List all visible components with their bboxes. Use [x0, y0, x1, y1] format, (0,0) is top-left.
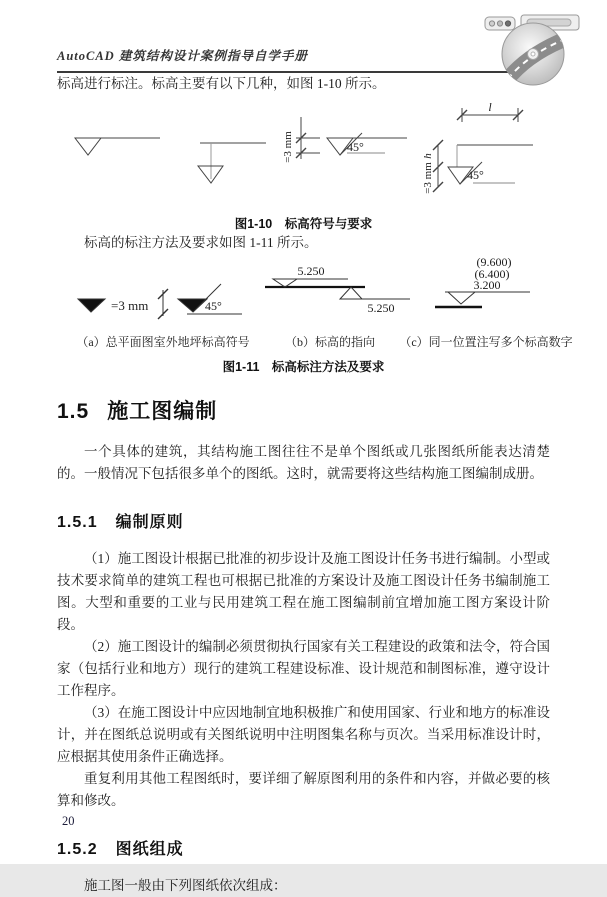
header-rule — [57, 71, 550, 73]
page-header — [0, 0, 607, 73]
section-title: 图纸组成 — [115, 840, 184, 858]
cd-disc-logo-icon — [483, 14, 591, 76]
dim-3mm-label-2: =3 mm — [422, 161, 434, 194]
dim-3mm-label: =3 mm — [282, 130, 294, 163]
section-1-5-intro-paragraph: 一个具体的建筑，其结构施工图往往不是单个图纸或几张图纸所能表达清楚的。一般情况下包括很多单个的图纸。这时，就需要将这些结构施工图编制成册。 — [57, 443, 550, 481]
principle-paragraph-4: 重复利用其他工程图纸时，要详细了解原图利用的条件和内容，并做必要的核算和修改。 — [57, 770, 550, 808]
figure-1-11-caption: 图1-11 标高标注方法及要求 — [222, 359, 385, 374]
sub-figure-b — [265, 279, 410, 299]
sub-caption-a: （a）总平面图室外地坪标高符号 — [76, 334, 250, 349]
height-h-label: h — [422, 152, 434, 159]
elevation-value-2: (6.400) — [474, 266, 510, 281]
figure-1-11-drawing — [57, 254, 550, 326]
elevation-value-top: 5.250 — [297, 263, 325, 278]
figure-1-10-drawing — [57, 95, 550, 205]
sub-caption-c: （c）同一位置注写多个标高数字 — [399, 334, 573, 349]
dim-3mm-label-a: =3 mm — [111, 297, 149, 313]
section-number: 1.5.2 — [57, 840, 98, 858]
paragraph-elevation-types: 标高进行标注。标高主要有以下几种，如图 1-10 所示。 — [57, 75, 386, 91]
paragraph-elevation-method: 标高的标注方法及要求如图 1-11 所示。 — [84, 234, 318, 250]
figure-1-11 — [57, 254, 573, 353]
section-1-5-1-heading — [57, 509, 550, 532]
angle-45-label: 45° — [347, 139, 364, 154]
angle-45-label-a: 45° — [205, 298, 222, 313]
elevation-value-bottom: 5.250 — [367, 300, 395, 315]
figure-1-10 — [57, 95, 550, 210]
section-1-5-2-heading — [57, 836, 550, 859]
section-title: 编制原则 — [115, 513, 184, 531]
book-title: AutoCAD 建筑结构设计案例指导自学手册 — [57, 49, 308, 63]
page-number: 20 — [62, 814, 75, 828]
principle-paragraph-2: （2）施工图设计的编制必须贯彻执行国家有关工程建设的政策和法令，符合国家（包括行业和地方）现行的建筑工程建设标准、设计规范和制图标准，遵守设计工作程序。 — [57, 638, 550, 698]
length-l-label: l — [488, 99, 492, 114]
sub-caption-b: （b）标高的指向 — [284, 334, 376, 349]
principle-paragraph-1: （1）施工图设计根据已批准的初步设计及施工图设计任务书进行编制。小型或技术要求简单的建筑工程也可根据已批准的方案设计及施工图设计任务书编制施工图。大型和重要的工业与民用建筑工程在施工图编制前宜增加施工图方案设计阶段。 — [57, 550, 550, 632]
elevation-symbol-basic — [75, 138, 160, 155]
elevation-value-3: 3.200 — [473, 277, 501, 292]
elevation-value-1: (9.600) — [476, 254, 512, 269]
principle-paragraph-3: （3）在施工图设计中应因地制宜地积极推广和使用国家、行业和地方的标准设计，并在图纸总说明或有关图纸说明中注明图集名称与页次。当采用标准设计时，应根据其使用条件正确选择。 — [57, 704, 550, 764]
sub-figure-c — [435, 292, 530, 307]
elevation-symbol-leader — [198, 143, 266, 183]
section-1-5-2-intro-paragraph: 施工图一般由下列图纸依次组成： — [84, 877, 287, 893]
section-number: 1.5 — [57, 399, 90, 423]
figure-1-10-caption: 图1-10 标高符号与要求 — [234, 216, 373, 231]
section-title: 施工图编制 — [107, 399, 218, 423]
section-1-5-heading — [57, 395, 550, 425]
section-number: 1.5.1 — [57, 513, 98, 531]
sub-captions-row — [57, 333, 573, 353]
angle-45-label-2: 45° — [467, 167, 484, 182]
